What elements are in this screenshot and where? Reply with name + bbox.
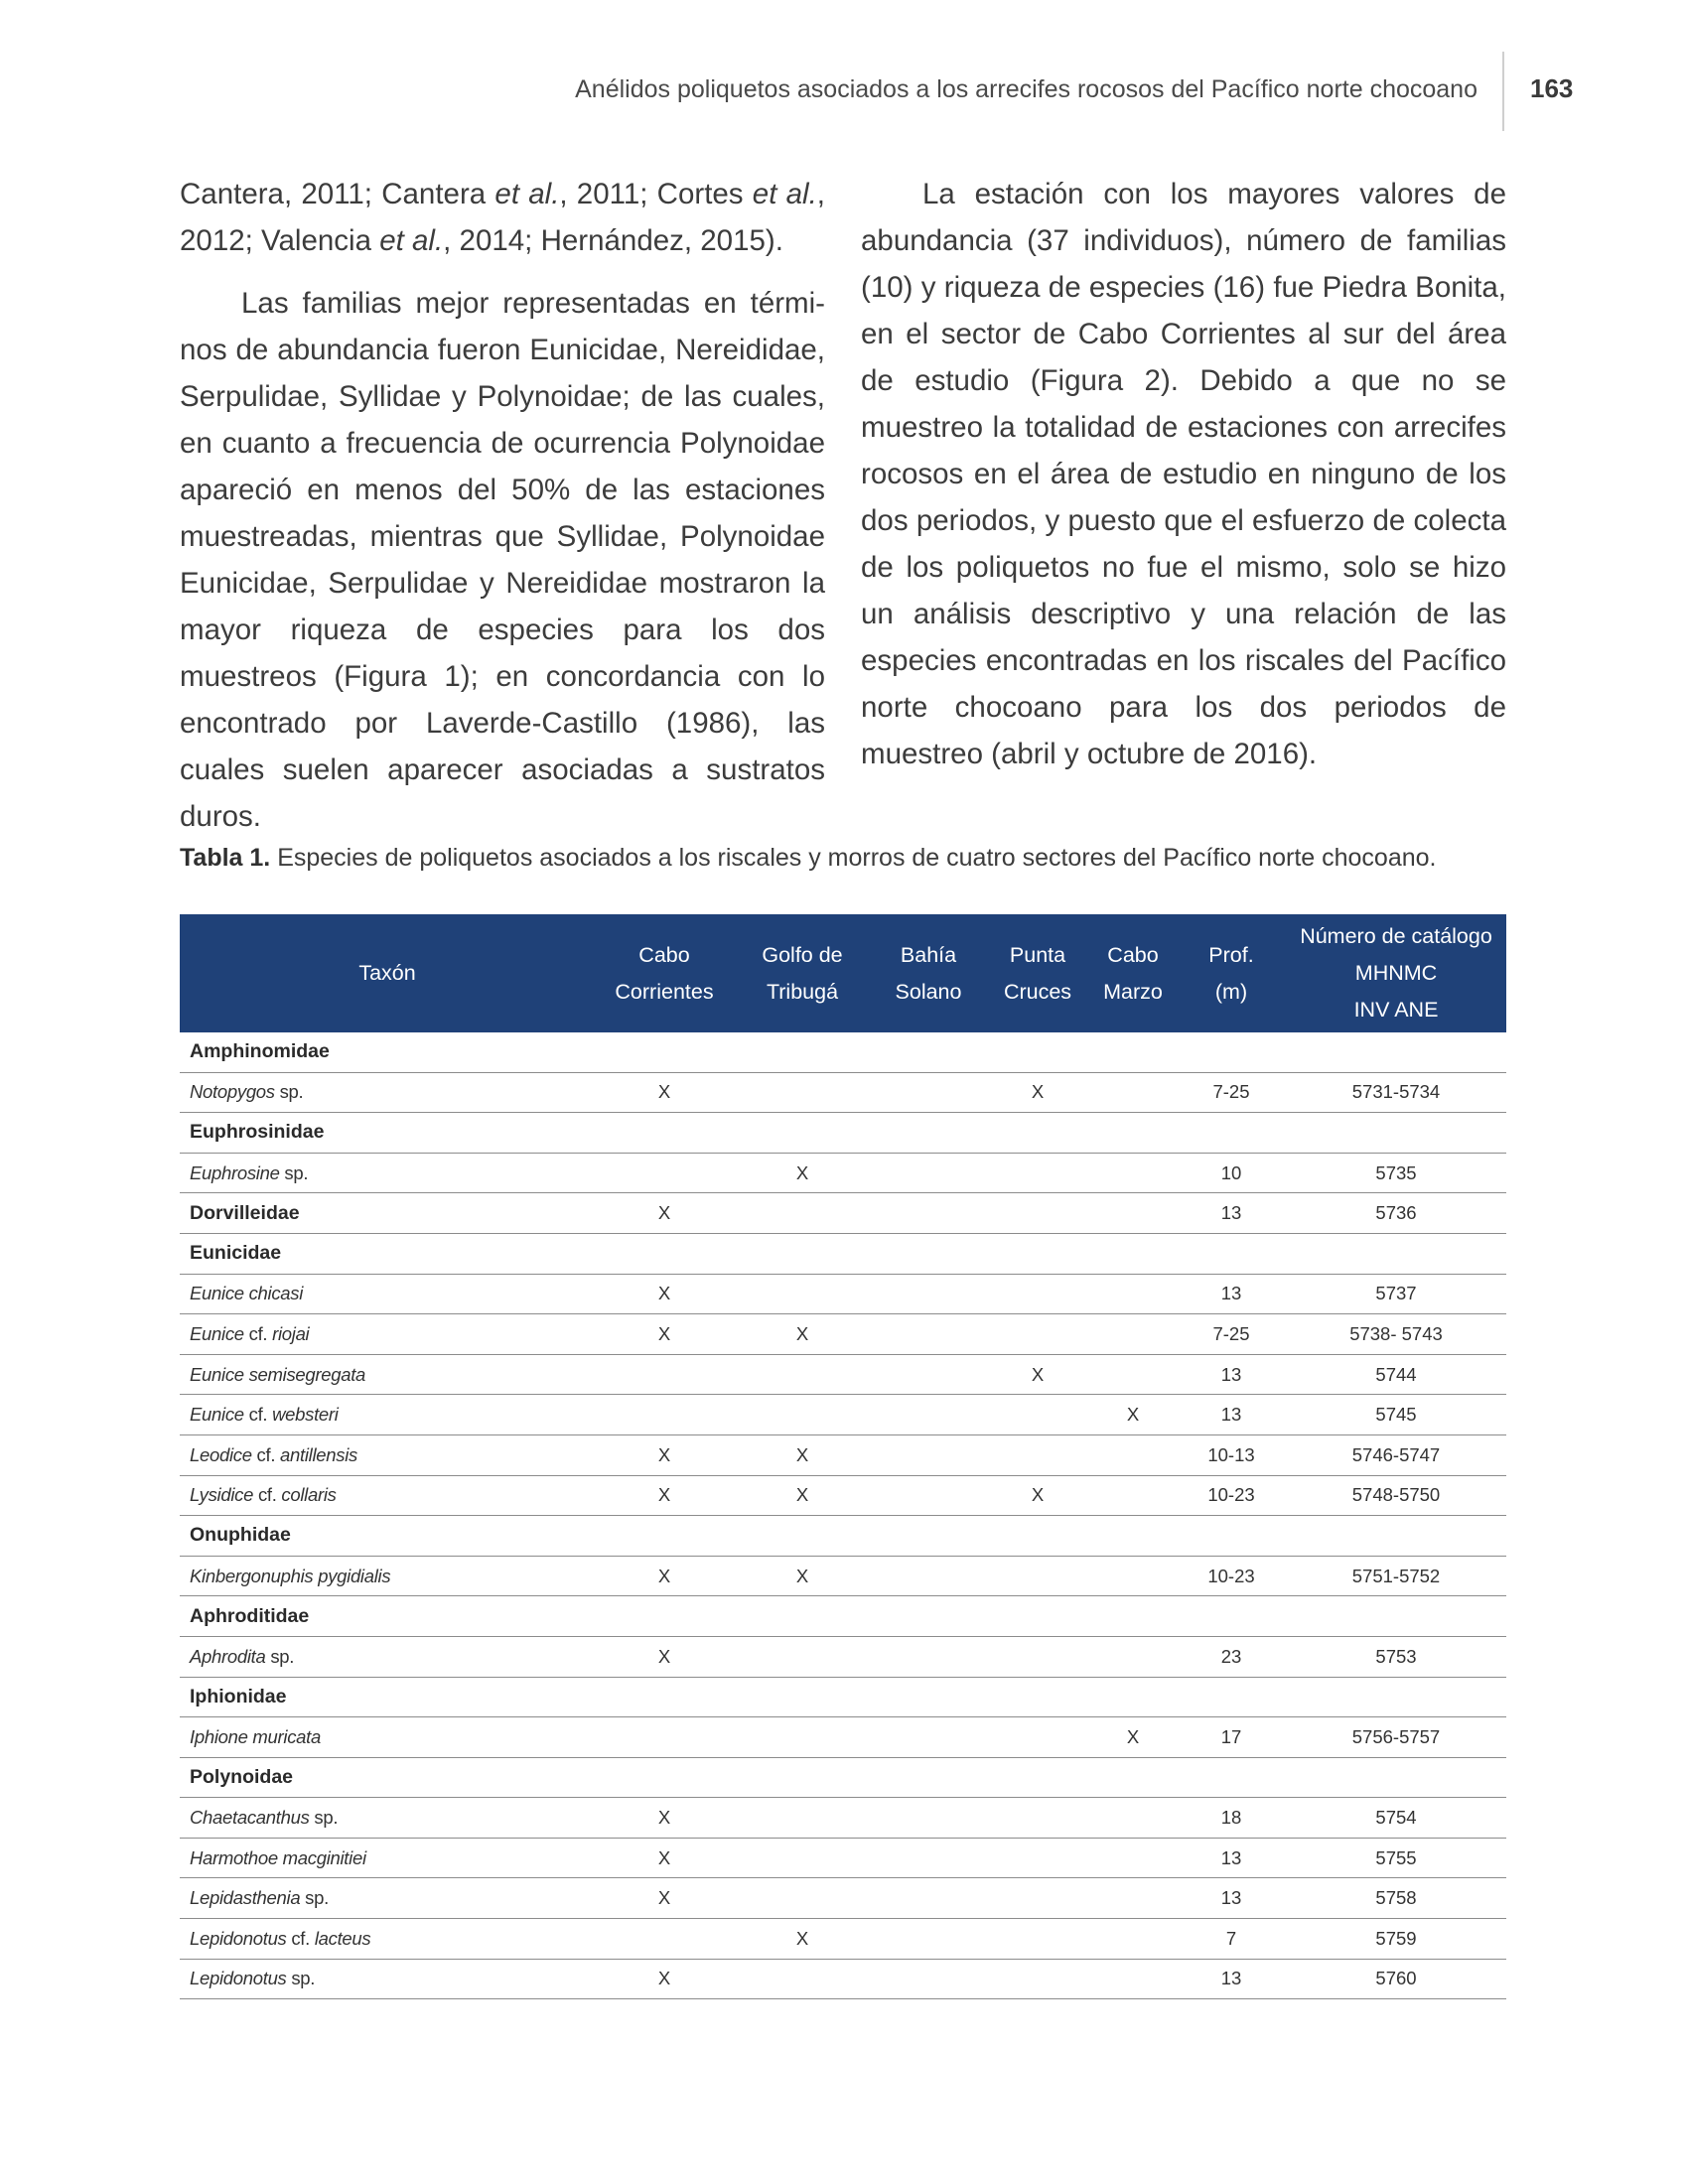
cell-punta-cruces xyxy=(986,1677,1089,1717)
cell-punta-cruces xyxy=(986,1153,1089,1193)
cell-prof xyxy=(1177,1757,1286,1798)
cell-golfo-tribuga: X xyxy=(734,1475,871,1516)
cell-prof: 23 xyxy=(1177,1636,1286,1677)
cell-catalogo: 5756-5757 xyxy=(1286,1717,1506,1758)
cell-cabo-corrientes xyxy=(595,1153,734,1193)
taxon-name: Lepidonotus xyxy=(190,1968,287,1989)
cell-taxon xyxy=(180,1434,595,1475)
cell-golfo-tribuga xyxy=(734,1516,871,1557)
species-row xyxy=(180,1798,1506,1839)
cell-prof: 13 xyxy=(1177,1354,1286,1395)
cell-taxon xyxy=(180,1919,595,1960)
cell-cabo-marzo xyxy=(1089,1878,1177,1919)
left-column xyxy=(180,171,825,840)
header-prof xyxy=(1177,914,1286,1032)
header-line: Cabo xyxy=(638,942,690,967)
cell-bahia-solano xyxy=(871,1193,986,1234)
taxon-qualifier: sp. xyxy=(279,1161,309,1183)
cell-bahia-solano xyxy=(871,1233,986,1274)
cell-golfo-tribuga xyxy=(734,1193,871,1234)
header-line: Golfo de xyxy=(762,942,843,967)
cell-golfo-tribuga: X xyxy=(734,1153,871,1193)
cell-prof: 13 xyxy=(1177,1193,1286,1234)
cell-taxon: Eunicidae xyxy=(180,1233,595,1274)
cell-catalogo xyxy=(1286,1516,1506,1557)
taxon-name: Harmothoe macginitiei xyxy=(190,1846,366,1868)
cell-cabo-corrientes xyxy=(595,1395,734,1435)
cell-cabo-corrientes: X xyxy=(595,1434,734,1475)
cell-taxon xyxy=(180,1354,595,1395)
header-punta-cruces xyxy=(986,914,1089,1032)
table-caption-text: Especies de poliquetos asociados a los riscales y morros de cuatro sectores del Pacífico norte chocoano. xyxy=(270,844,1437,872)
species-row xyxy=(180,1153,1506,1193)
header-line: Cabo xyxy=(1107,942,1159,967)
cell-taxon: Dorvilleidae xyxy=(180,1193,595,1234)
taxon-qualifier: sp. xyxy=(286,1968,316,1989)
cell-golfo-tribuga xyxy=(734,1959,871,1999)
header-line: Solano xyxy=(895,979,962,1004)
cell-prof xyxy=(1177,1596,1286,1637)
cell-catalogo xyxy=(1286,1677,1506,1717)
running-title: Anélidos poliquetos asociados a los arrecifes rocosos del Pacífico norte chocoano xyxy=(575,75,1477,103)
cell-cabo-marzo xyxy=(1089,1354,1177,1395)
cell-cabo-corrientes: X xyxy=(595,1838,734,1878)
cell-cabo-corrientes: X xyxy=(595,1072,734,1113)
cell-bahia-solano xyxy=(871,1153,986,1193)
cell-punta-cruces: X xyxy=(986,1475,1089,1516)
text-run-italic: et al. xyxy=(494,178,560,210)
text-run-italic: et al. xyxy=(752,178,817,210)
header-line: Tribugá xyxy=(766,979,839,1004)
species-row xyxy=(180,1838,1506,1878)
cell-taxon xyxy=(180,1717,595,1758)
cell-cabo-corrientes xyxy=(595,1233,734,1274)
cell-golfo-tribuga xyxy=(734,1717,871,1758)
cell-cabo-corrientes xyxy=(595,1354,734,1395)
header-golfo-tribuga xyxy=(734,914,871,1032)
cell-golfo-tribuga xyxy=(734,1878,871,1919)
cell-cabo-marzo xyxy=(1089,1314,1177,1355)
text-run: Cantera, 2011; Cantera xyxy=(180,178,495,210)
cell-prof: 7-25 xyxy=(1177,1072,1286,1113)
cell-golfo-tribuga: X xyxy=(734,1919,871,1960)
cell-cabo-corrientes xyxy=(595,1677,734,1717)
cell-cabo-marzo: X xyxy=(1089,1717,1177,1758)
cell-bahia-solano xyxy=(871,1798,986,1839)
cell-catalogo xyxy=(1286,1032,1506,1072)
cell-cabo-marzo xyxy=(1089,1434,1177,1475)
cell-prof: 7 xyxy=(1177,1919,1286,1960)
species-row xyxy=(180,1434,1506,1475)
family-row xyxy=(180,1596,1506,1637)
cell-catalogo: 5760 xyxy=(1286,1959,1506,1999)
taxon-epithet: antillensis xyxy=(280,1443,357,1465)
family-row xyxy=(180,1113,1506,1154)
family-row xyxy=(180,1193,1506,1234)
cell-golfo-tribuga xyxy=(734,1233,871,1274)
running-header xyxy=(0,71,1688,131)
taxon-qualifier: cf. xyxy=(286,1927,315,1949)
species-table xyxy=(180,914,1506,1999)
cell-punta-cruces xyxy=(986,1193,1089,1234)
cell-bahia-solano xyxy=(871,1395,986,1435)
cell-golfo-tribuga: X xyxy=(734,1434,871,1475)
cell-cabo-marzo xyxy=(1089,1636,1177,1677)
taxon-epithet: websteri xyxy=(272,1404,339,1426)
cell-punta-cruces: X xyxy=(986,1354,1089,1395)
cell-cabo-marzo xyxy=(1089,1919,1177,1960)
header-line: Prof. xyxy=(1208,942,1254,967)
cell-punta-cruces xyxy=(986,1556,1089,1596)
cell-taxon xyxy=(180,1274,595,1314)
cell-bahia-solano xyxy=(871,1717,986,1758)
cell-catalogo: 5744 xyxy=(1286,1354,1506,1395)
cell-bahia-solano xyxy=(871,1032,986,1072)
table-header xyxy=(180,914,1506,1032)
cell-cabo-corrientes: X xyxy=(595,1878,734,1919)
taxon-epithet: collaris xyxy=(281,1484,337,1506)
cell-cabo-corrientes: X xyxy=(595,1193,734,1234)
taxon-name: Leodice xyxy=(190,1443,252,1465)
species-row xyxy=(180,1274,1506,1314)
cell-punta-cruces xyxy=(986,1113,1089,1154)
table-body xyxy=(180,1032,1506,1999)
cell-cabo-marzo xyxy=(1089,1032,1177,1072)
cell-punta-cruces xyxy=(986,1757,1089,1798)
cell-prof: 13 xyxy=(1177,1838,1286,1878)
cell-taxon xyxy=(180,1153,595,1193)
cell-prof: 10-23 xyxy=(1177,1475,1286,1516)
family-row xyxy=(180,1757,1506,1798)
cell-cabo-corrientes xyxy=(595,1717,734,1758)
cell-bahia-solano xyxy=(871,1274,986,1314)
header-catalogo xyxy=(1286,914,1506,1032)
cell-catalogo: 5738- 5743 xyxy=(1286,1314,1506,1355)
cell-cabo-marzo xyxy=(1089,1556,1177,1596)
header-cabo-corrientes xyxy=(595,914,734,1032)
header-line: Número de catálogo xyxy=(1300,924,1492,948)
taxon-name: Eunice chicasi xyxy=(190,1283,304,1304)
cell-taxon: Polynoidae xyxy=(180,1757,595,1798)
cell-prof: 7-25 xyxy=(1177,1314,1286,1355)
cell-prof: 17 xyxy=(1177,1717,1286,1758)
cell-cabo-marzo xyxy=(1089,1596,1177,1637)
cell-taxon xyxy=(180,1314,595,1355)
header-line: INV ANE xyxy=(1353,998,1439,1022)
family-row xyxy=(180,1233,1506,1274)
family-row xyxy=(180,1516,1506,1557)
taxon-name: Lepidasthenia xyxy=(190,1887,301,1909)
cell-cabo-corrientes: X xyxy=(595,1314,734,1355)
species-row xyxy=(180,1314,1506,1355)
cell-golfo-tribuga xyxy=(734,1596,871,1637)
cell-golfo-tribuga xyxy=(734,1274,871,1314)
station-paragraph: La estación con los mayores valores de abundancia (37 individuos), número de familias (10) y riqueza de especies (16) fue Piedra Bonita, en el sector de Cabo Corrientes al sur del área de estudio (Figura 2). Debido a que no se muestreo la totalidad de estaciones con arrecifes rocosos en el área de estudio en ninguno de los dos periodos, y puesto que el esfuerzo de colecta de los poliquetos no fue el mismo, solo se hizo un análisis descriptivo y una relación de las especies encontradas en los riscales del Pacífico norte chocoano para los dos periodos de muestreo (abril y octubre de 2016). xyxy=(861,178,1506,770)
cell-punta-cruces xyxy=(986,1878,1089,1919)
species-row xyxy=(180,1556,1506,1596)
cell-bahia-solano xyxy=(871,1838,986,1878)
cell-catalogo: 5745 xyxy=(1286,1395,1506,1435)
cell-cabo-marzo xyxy=(1089,1959,1177,1999)
cell-catalogo: 5731-5734 xyxy=(1286,1072,1506,1113)
taxon-qualifier: sp. xyxy=(274,1081,304,1103)
taxon-qualifier: sp. xyxy=(300,1887,329,1909)
cell-cabo-marzo xyxy=(1089,1838,1177,1878)
cell-prof: 13 xyxy=(1177,1395,1286,1435)
cell-bahia-solano xyxy=(871,1677,986,1717)
cell-golfo-tribuga xyxy=(734,1113,871,1154)
cell-taxon xyxy=(180,1475,595,1516)
cell-prof: 10-23 xyxy=(1177,1556,1286,1596)
cell-bahia-solano xyxy=(871,1475,986,1516)
cell-prof xyxy=(1177,1677,1286,1717)
cell-bahia-solano xyxy=(871,1959,986,1999)
cell-cabo-marzo xyxy=(1089,1475,1177,1516)
family-row xyxy=(180,1032,1506,1072)
cell-golfo-tribuga xyxy=(734,1636,871,1677)
taxon-name: Notopygos xyxy=(190,1081,275,1103)
taxon-name: Chaetacanthus xyxy=(190,1807,310,1829)
cell-punta-cruces xyxy=(986,1434,1089,1475)
cell-punta-cruces xyxy=(986,1717,1089,1758)
taxon-name: Kinbergonuphis pygidialis xyxy=(190,1565,391,1586)
species-row xyxy=(180,1717,1506,1758)
cell-cabo-marzo xyxy=(1089,1677,1177,1717)
cell-cabo-corrientes: X xyxy=(595,1556,734,1596)
cell-taxon xyxy=(180,1878,595,1919)
cell-golfo-tribuga xyxy=(734,1838,871,1878)
taxon-epithet: riojai xyxy=(272,1322,310,1344)
taxon-name: Lysidice xyxy=(190,1484,254,1506)
header-line: Punta xyxy=(1009,942,1066,967)
taxon-qualifier: sp. xyxy=(309,1807,339,1829)
family-row xyxy=(180,1677,1506,1717)
cell-catalogo: 5737 xyxy=(1286,1274,1506,1314)
cell-cabo-corrientes xyxy=(595,1032,734,1072)
cell-cabo-marzo xyxy=(1089,1193,1177,1234)
right-column xyxy=(861,171,1506,777)
header-divider xyxy=(1502,52,1504,131)
cell-golfo-tribuga xyxy=(734,1354,871,1395)
cell-golfo-tribuga xyxy=(734,1757,871,1798)
cell-prof xyxy=(1177,1032,1286,1072)
header-bahia-solano xyxy=(871,914,986,1032)
cell-cabo-marzo: X xyxy=(1089,1395,1177,1435)
taxon-name: Eunice xyxy=(190,1404,244,1426)
cell-taxon xyxy=(180,1395,595,1435)
cell-bahia-solano xyxy=(871,1314,986,1355)
cell-punta-cruces xyxy=(986,1314,1089,1355)
cell-taxon xyxy=(180,1838,595,1878)
taxon-qualifier: sp. xyxy=(265,1645,295,1667)
header-line: Marzo xyxy=(1103,979,1163,1004)
cell-catalogo: 5736 xyxy=(1286,1193,1506,1234)
cell-bahia-solano xyxy=(871,1354,986,1395)
cell-cabo-corrientes xyxy=(595,1919,734,1960)
cell-prof xyxy=(1177,1233,1286,1274)
cell-bahia-solano xyxy=(871,1072,986,1113)
cell-punta-cruces xyxy=(986,1516,1089,1557)
species-row xyxy=(180,1354,1506,1395)
table-caption xyxy=(180,844,1510,873)
cell-golfo-tribuga xyxy=(734,1798,871,1839)
cell-taxon: Onuphidae xyxy=(180,1516,595,1557)
header-line: (m) xyxy=(1214,979,1248,1004)
citation-paragraph xyxy=(180,171,825,264)
taxon-qualifier: cf. xyxy=(251,1443,281,1465)
taxon-qualifier: cf. xyxy=(243,1404,273,1426)
cell-cabo-corrientes xyxy=(595,1596,734,1637)
taxon-qualifier: cf. xyxy=(243,1322,273,1344)
cell-punta-cruces xyxy=(986,1032,1089,1072)
header-line: MHNMC xyxy=(1354,961,1438,985)
species-row xyxy=(180,1395,1506,1435)
taxon-name: Eunice semisegregata xyxy=(190,1363,366,1385)
table-caption-label: Tabla 1. xyxy=(180,844,271,872)
text-run: , 2014; Hernández, 2015). xyxy=(443,224,783,257)
cell-bahia-solano xyxy=(871,1596,986,1637)
cell-golfo-tribuga xyxy=(734,1677,871,1717)
cell-taxon: Amphinomidae xyxy=(180,1032,595,1072)
cell-catalogo: 5751-5752 xyxy=(1286,1556,1506,1596)
text-run: , 2011; Cortes xyxy=(559,178,753,210)
header-taxon xyxy=(180,914,595,1032)
cell-prof xyxy=(1177,1113,1286,1154)
cell-bahia-solano xyxy=(871,1516,986,1557)
cell-bahia-solano xyxy=(871,1636,986,1677)
text-run-italic: et al. xyxy=(379,224,444,257)
cell-punta-cruces xyxy=(986,1636,1089,1677)
taxon-epithet: lacteus xyxy=(314,1927,371,1949)
cell-catalogo xyxy=(1286,1113,1506,1154)
taxon-name: Euphrosine xyxy=(190,1161,280,1183)
cell-cabo-corrientes: X xyxy=(595,1475,734,1516)
cell-punta-cruces: X xyxy=(986,1072,1089,1113)
cell-catalogo: 5755 xyxy=(1286,1838,1506,1878)
taxon-name: Iphione muricata xyxy=(190,1725,321,1747)
cell-taxon xyxy=(180,1072,595,1113)
taxon-name: Lepidonotus xyxy=(190,1927,287,1949)
cell-golfo-tribuga: X xyxy=(734,1556,871,1596)
cell-prof xyxy=(1177,1516,1286,1557)
cell-catalogo: 5759 xyxy=(1286,1919,1506,1960)
cell-taxon xyxy=(180,1636,595,1677)
cell-cabo-corrientes xyxy=(595,1757,734,1798)
cell-punta-cruces xyxy=(986,1233,1089,1274)
cell-cabo-marzo xyxy=(1089,1072,1177,1113)
taxon-qualifier: cf. xyxy=(253,1484,282,1506)
cell-punta-cruces xyxy=(986,1274,1089,1314)
page-number: 163 xyxy=(1530,73,1574,103)
cell-catalogo: 5753 xyxy=(1286,1636,1506,1677)
cell-prof: 10 xyxy=(1177,1153,1286,1193)
cell-taxon: Iphionidae xyxy=(180,1677,595,1717)
families-paragraph: Las familias mejor representadas en términos de abundancia fueron Eunicidae, Nereididae, Serpulidae, Syllidae y Polynoidae; de las cuales, en cuanto a frecuencia de ocurrencia Polynoidae apareció en menos del 50% de las estaciones muestreadas, mientras que Syllidae, Polynoidae Eunicidae, Serpulidae y Nereididae mostraron la mayor riqueza de especies para los dos muestreos (Figura 1); en concordancia con lo encontrado por Laverde-Castillo (1986), las cuales suelen aparecer asociadas a sustratos duros. xyxy=(180,287,825,833)
cell-cabo-corrientes xyxy=(595,1516,734,1557)
cell-catalogo: 5754 xyxy=(1286,1798,1506,1839)
cell-prof: 18 xyxy=(1177,1798,1286,1839)
header-line: Cruces xyxy=(1003,979,1072,1004)
cell-cabo-corrientes: X xyxy=(595,1274,734,1314)
cell-cabo-corrientes xyxy=(595,1113,734,1154)
cell-cabo-marzo xyxy=(1089,1757,1177,1798)
cell-taxon xyxy=(180,1556,595,1596)
cell-golfo-tribuga xyxy=(734,1032,871,1072)
cell-cabo-marzo xyxy=(1089,1516,1177,1557)
cell-cabo-marzo xyxy=(1089,1798,1177,1839)
cell-punta-cruces xyxy=(986,1798,1089,1839)
species-row xyxy=(180,1919,1506,1960)
cell-catalogo xyxy=(1286,1757,1506,1798)
cell-prof: 13 xyxy=(1177,1878,1286,1919)
taxon-name: Eunice xyxy=(190,1322,244,1344)
cell-golfo-tribuga: X xyxy=(734,1314,871,1355)
header-cabo-marzo xyxy=(1089,914,1177,1032)
cell-prof: 10-13 xyxy=(1177,1434,1286,1475)
cell-taxon: Aphroditidae xyxy=(180,1596,595,1637)
cell-cabo-marzo xyxy=(1089,1274,1177,1314)
cell-punta-cruces xyxy=(986,1596,1089,1637)
cell-cabo-corrientes: X xyxy=(595,1636,734,1677)
species-row xyxy=(180,1959,1506,1999)
cell-taxon xyxy=(180,1959,595,1999)
cell-catalogo xyxy=(1286,1233,1506,1274)
cell-prof: 13 xyxy=(1177,1274,1286,1314)
cell-taxon: Euphrosinidae xyxy=(180,1113,595,1154)
species-row xyxy=(180,1878,1506,1919)
cell-punta-cruces xyxy=(986,1959,1089,1999)
cell-punta-cruces xyxy=(986,1919,1089,1960)
cell-cabo-corrientes: X xyxy=(595,1798,734,1839)
cell-catalogo: 5735 xyxy=(1286,1153,1506,1193)
taxon-name: Aphrodita xyxy=(190,1645,266,1667)
header-line: Corrientes xyxy=(615,979,714,1004)
cell-catalogo: 5748-5750 xyxy=(1286,1475,1506,1516)
cell-cabo-marzo xyxy=(1089,1153,1177,1193)
cell-cabo-corrientes: X xyxy=(595,1959,734,1999)
text-run: , 2012; Valencia xyxy=(180,178,825,257)
cell-cabo-marzo xyxy=(1089,1233,1177,1274)
cell-catalogo: 5746-5747 xyxy=(1286,1434,1506,1475)
cell-punta-cruces xyxy=(986,1838,1089,1878)
cell-bahia-solano xyxy=(871,1556,986,1596)
cell-prof: 13 xyxy=(1177,1959,1286,1999)
cell-bahia-solano xyxy=(871,1434,986,1475)
cell-bahia-solano xyxy=(871,1878,986,1919)
header-taxon-label: Taxón xyxy=(358,961,416,985)
cell-punta-cruces xyxy=(986,1395,1089,1435)
species-row xyxy=(180,1072,1506,1113)
species-row xyxy=(180,1475,1506,1516)
cell-catalogo xyxy=(1286,1596,1506,1637)
cell-bahia-solano xyxy=(871,1757,986,1798)
cell-taxon xyxy=(180,1798,595,1839)
cell-golfo-tribuga xyxy=(734,1072,871,1113)
cell-cabo-marzo xyxy=(1089,1113,1177,1154)
species-row xyxy=(180,1636,1506,1677)
cell-bahia-solano xyxy=(871,1919,986,1960)
cell-golfo-tribuga xyxy=(734,1395,871,1435)
cell-catalogo: 5758 xyxy=(1286,1878,1506,1919)
cell-bahia-solano xyxy=(871,1113,986,1154)
header-line: Bahía xyxy=(900,942,957,967)
